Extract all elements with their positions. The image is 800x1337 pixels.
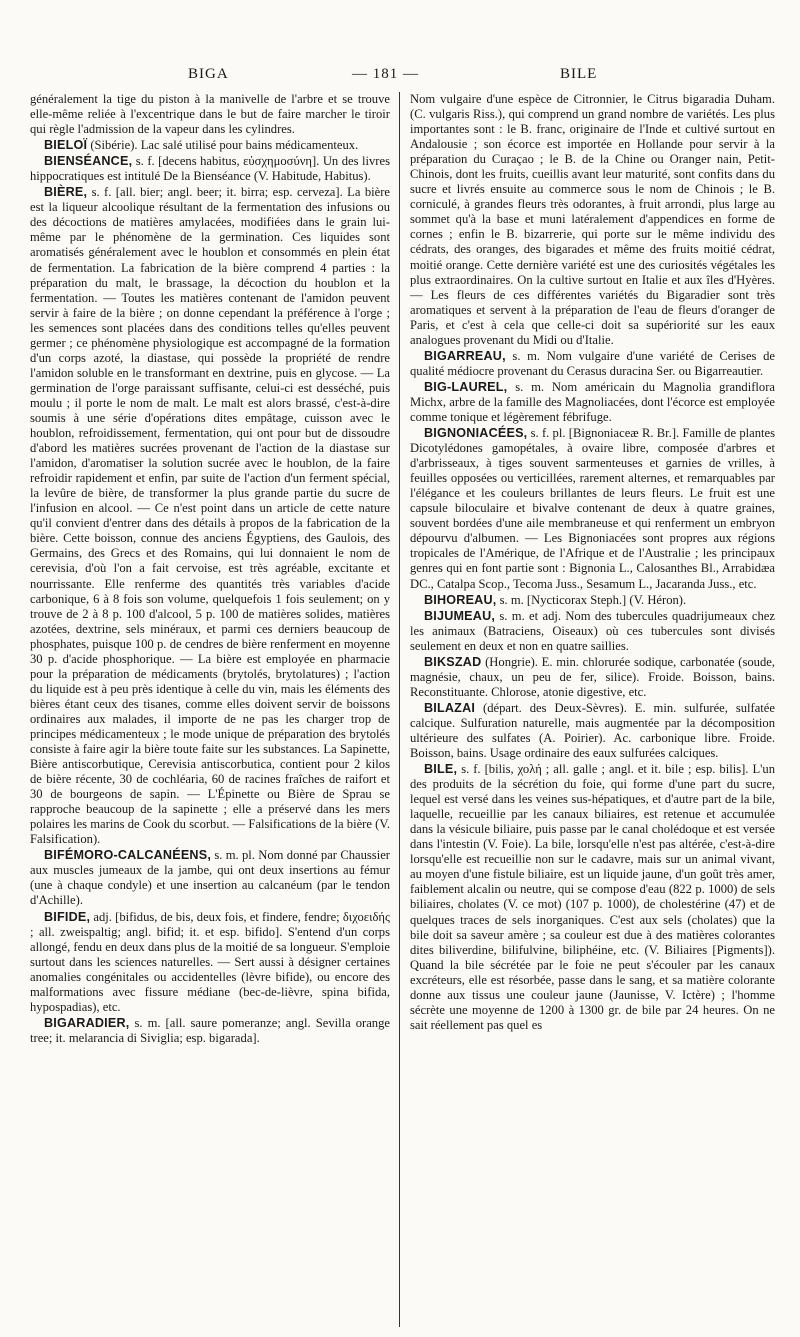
entry-text: (Hongrie). E. min. chlorurée sodique, carbonatée (soude, magnésie, chaux, un peu de fer, silice). Froide. Boisson, bains. Reconstituante. Chlorose, atonie digestive, etc. bbox=[410, 654, 775, 699]
entry-headword: BILAZAI bbox=[424, 700, 476, 715]
entry-text: s. f. [bilis, χολή ; all. galle ; angl. et it. bile ; esp. bilis]. L'un des produits de la sécrétion du foie, qui forme d'une part du sucre, lequel est versé dans les veines sus-hépatiques, et d'autre part de la bile, laquelle, recueillie par les canaux biliaires, est retenue et accumulée dans la vésicule biliaire, puis passe par le canal cholédoque et est versée dans l'intestin (V. Foie). La bile, lorsqu'elle n'est pas altérée, c'est-à-dire lorsqu'elle est recueillie non sur le cadavre, mais sur un animal vivant, au moyen d'une fistule biliaire, est un liquide jaune, d'un goût très amer, faiblement alcalin ou neutre, qui se compose d'eau (822 p. 1000) de sels biliaires, cholates (V. ce mot) (107 p. 1000), de cholestérine (47) et de quelques traces de sels inorganiques. C'est aux sels (cholates) que la bile doit sa saveur amère ; sa couleur est due à des matières colorantes dites biliverdine, bilifulvine, biliphéine, etc. (V. Biliaires [Pigments]). Quand la bile sécrétée par le foie ne peut s'écouler par les canaux excréteurs, elle est résorbée, passe dans le sang, et sa matière colorante donne aux tissus une couleur jaune (Jaunisse, V. Ictère) ; l'homme sécrète une moyenne de 1200 à 1300 gr. de bile par 24 heures. On ne sait réellement pas quel es bbox=[410, 762, 775, 1032]
entry-headword: BIG-LAUREL, bbox=[424, 379, 508, 394]
dictionary-entry bbox=[410, 609, 775, 654]
right-column bbox=[400, 92, 775, 1327]
entry-headword: BIÈRE, bbox=[44, 185, 88, 200]
entry-text: s. m. pl. Nom donné par Chaussier aux muscles jumeaux de la jambe, qui ont deux insertions au fémur (une à chaque condyle) et une insertion au calcanéum (par le tendon d'Achille). bbox=[30, 848, 390, 908]
entry-headword: BIELOÏ bbox=[44, 138, 88, 153]
entry-text: s. f. [decens habitus, εὐσχημοσύνη]. Un des livres hippocratiques est intitulé De la Bienséance (V. Habitude, Habitus). bbox=[30, 154, 390, 184]
entry-headword: BIGARADIER, bbox=[44, 1015, 130, 1030]
dictionary-entry bbox=[410, 701, 775, 761]
entry-headword: BIGARREAU, bbox=[424, 348, 506, 363]
entry-text: s. m. Nom américain du Magnolia grandiflora Michx, arbre de la famille des Magnoliacées, dont l'écorce est employée comme tonique et légèrement fébrifuge. bbox=[410, 379, 775, 424]
entry-text: (Sibérie). Lac salé utilisé pour bains médicamenteux. bbox=[87, 138, 359, 153]
text-columns bbox=[30, 92, 775, 1327]
dictionary-entry bbox=[30, 1016, 390, 1046]
entry-headword: BIFIDE, bbox=[44, 909, 91, 924]
dictionary-entry bbox=[30, 848, 390, 908]
dictionary-entry bbox=[30, 185, 390, 847]
entry-text: Nom vulgaire d'une espèce de Citronnier, le Citrus bigaradia Duham. (C. vulgaris Riss.), qui comprend un grand nombre de variétés. Les plus importantes sont : le B. franc, originaire de l'Inde et cultivé surtout en Andalousie ; son écorce est importée en Hollande pour servir à la préparation du Curaçao ; le B. de la Chine ou Oranger nain, Petit-Chinois, dont les fruits, cueillis avant leur maturité, sont confits dans du sucre et livrés ensuite au commerce sous le nom de Chinois ; le B. corniculé, à grandes fleurs très odorantes, à fruit arrondi, plus large au sommet qu'à la base et muni latéralement d'appendices en forme de cornes ; enfin le B. bizarrerie, qui porte sur le même individu des cédrats, des oranges, des bigarades et même des fruits moitié cédrat, moitié orange. Cette dernière variété est une des curiosités végétales les plus extraordinaires. On la cultive surtout en Italie et aux îles d'Hyères. — Les fleurs de ces différentes variétés du Bigaradier sont très aromatiques et servent à la préparation de l'eau de fleurs d'oranger de Paris, et c'est à cela que celle-ci doit sa supériorité sur les eaux analogues provenant du Midi ou d'Italie. bbox=[410, 92, 775, 347]
entry-headword: BIJUMEAU, bbox=[424, 608, 496, 623]
header-right-guideword: BILE bbox=[560, 66, 598, 82]
entry-text: s. m. [all. saure pomeranze; angl. Sevilla orange tree; it. melarancia di Siviglia; esp. bigarada]. bbox=[30, 1015, 390, 1045]
entry-text: s. m. [Nycticorax Steph.] (V. Héron). bbox=[496, 592, 687, 607]
dictionary-entry bbox=[410, 426, 775, 592]
entry-headword: BIENSÉANCE, bbox=[44, 154, 133, 169]
dictionary-entry bbox=[30, 154, 390, 184]
entry-headword: BIGNONIACÉES, bbox=[424, 426, 528, 441]
dictionary-entry bbox=[410, 380, 775, 425]
left-column bbox=[30, 92, 400, 1327]
page-number: — 181 — bbox=[352, 66, 419, 82]
entry-text: s. m. et adj. Nom des tubercules quadrijumeaux chez les animaux (Batraciens, Oiseaux) où ces tubercules sont divisés seulement en deux et non en quatre saillies. bbox=[410, 608, 775, 653]
entry-headword: BIKSZAD bbox=[424, 654, 482, 669]
dictionary-entry bbox=[410, 92, 775, 348]
entry-text: s. f. pl. [Bignoniaceæ R. Br.]. Famille de plantes Dicotylédones gamopétales, à ovaire libre, composée d'arbres et d'arbrisseaux, à tiges souvent sarmenteuses et garnies de vrilles, à feuilles opposées ou verticillées, rarement alternes, et remarquables par l'élégance et les couleurs brillantes de leurs fleurs. Le fruit est une capsule biloculaire et bivalve contenant de deux à quatre graines, souvent bordées d'une aile membraneuse et qui renferment un embryon dépourvu d'albumen. — Les Bignoniacées sont propres aux régions tropicales de l'Amérique, de l'Afrique et de l'Australie ; les principaux genres qui en font partie sont : Bignonia L., Calosanthes Bl., Arrabidæa DC., Catalpa Scop., Tecoma Juss., Sesamum L., Jacaranda Juss., etc. bbox=[410, 426, 775, 591]
running-head bbox=[0, 62, 800, 86]
entry-text: généralement la tige du piston à la manivelle de l'arbre et se trouve elle-même reliée à l'excentrique dans le but de faire marcher le tiroir qui règle l'admission de la vapeur dans les cylindres. bbox=[30, 92, 390, 137]
dictionary-entry bbox=[410, 762, 775, 1033]
entry-headword: BILE, bbox=[424, 762, 458, 777]
dictionary-entry bbox=[30, 910, 390, 1015]
dictionary-entry bbox=[410, 655, 775, 700]
entry-text: s. f. [all. bier; angl. beer; it. birra; esp. cerveza]. La bière est la liqueur alcoolique résultant de la fermentation des infusions ou des décoctions de matières amylacées, modifiées dans le grain lui-même par le phénomène de la germination. Ces liquides sont aromatisés généralement avec le houblon et consommés en plein état de fermentation. La fabrication de la bière comprend 4 parties : la préparation du malt, le brassage, la décoction du houblon et la fermentation. — Toutes les matières contenant de l'amidon peuvent servir à faire de la bière ; on donne cependant la préférence à l'orge ; les semences sont placées dans des conditions telles qu'elles peuvent germer ; ce phénomène physiologique est accompagné de la formation d'un corps azoté, la diastase, qui possède la propriété de rendre l'amidon soluble en le transformant en dextrine, puis en glycose. — La germination de l'orge paraissant suffisante, celui-ci est desséché, puis moulu ; il porte le nom de malt. Le malt est alors brassé, c'est-à-dire soumis à une série d'opérations dites empâtage, cuisson avec le houblon, refroidissement, fermentation, qui ont pour but de dissoudre d'abord les matières sucrées provenant de l'action de la diastase sur l'amidon, d'aromatiser la solution sucrée avec le houblon, de la faire refroidir rapidement et enfin, par suite de l'action d'un ferment spécial, la levûre de bière, de transformer la plus grande partie du sucre de l'infusion en alcool. — Ce n'est point dans un article de cette nature qu'il convient d'entrer dans des détails à propos de la fabrication de la bière. Cette boisson, connue des anciens Égyptiens, des Gaulois, des Germains, des Grecs et des Romains, qui lui donnaient le nom de cerevisia, d'où l'on a fait cervoise, est très agréable, excitante et nourrissante. Elle renferme des quantités très variables d'acide carbonique, 6 à 8 fois son volume, quelquefois 1 fois seulement; on y trouve de 2 à 8 p. 100 d'alcool, 5 p. 100 de matières solides, matières azotées, dextrine, sels minéraux, et parmi ces derniers beaucoup de phosphates, puisque 100 p. de cendres de bière renferment en moyenne 30 p. d'acide phosphorique. — La bière est employée en pharmacie pour la préparation de médicaments (brytolés, brytolatures) ; l'action du liquide est à peu près identique à celle du vin, mais les éléments des bières étant ceux des tisanes, comme elles doivent servir de boissons ordinaires aux malades, il importe de ne pas les charger trop de principes médicamenteux ; le mode unique de préparation des brytolés consiste à faire agir la bière toute faite sur les substances. La Sapinette, Bière antiscorbutique, Cerevisia antiscorbutica, contient pour 2 kilos de bière récente, 30 de cochléaria, 60 de racines fraîches de raifort et 30 de bourgeons de sapin. — L'Épinette ou Bière de Sprau se rapproche beaucoup de la sapinette ; elle a préservé dans les mers polaires les marins de Cook du scorbut. — Falsifications de la bière (V. Falsification). bbox=[30, 185, 390, 847]
entry-headword: BIFÉMORO-CALCANÉENS, bbox=[44, 848, 212, 863]
entry-text: adj. [bifidus, de bis, deux fois, et findere, fendre; διχοειδής ; all. zweispaltig; angl. bifid; it. et esp. bifido]. S'entend d'un corps allongé, fendu en deux dans plus de la moitié de sa longueur. S'emploie surtout dans les sciences naturelles. — Sert aussi à désigner certaines anomalies congénitales ou accidentelles (lèvre bifide), ou encore des malformations avec fissure médiane (bec-de-lièvre, spina bifida, hypospadias), etc. bbox=[30, 909, 390, 1014]
dictionary-entry bbox=[410, 349, 775, 379]
entry-text: s. m. Nom vulgaire d'une variété de Cerises de qualité médiocre provenant du Cerasus duracina Ser. ou Bigarreautier. bbox=[410, 348, 775, 378]
entry-headword: BIHOREAU, bbox=[424, 592, 497, 607]
dictionary-entry bbox=[410, 593, 775, 608]
entry-text: (départ. des Deux-Sèvres). E. min. sulfurée, sulfatée calcique. Sulfuration naturelle, mais augmentée par la décomposition ultérieure des sulfates (A. Poirier). Ac. carbonique libre. Froide. Boisson, bains. Usage ordinaire des eaux sulfurées calciques. bbox=[410, 700, 775, 761]
dictionary-entry bbox=[30, 92, 390, 137]
dictionary-entry bbox=[30, 138, 390, 153]
header-left-guideword: BIGA bbox=[188, 66, 229, 82]
